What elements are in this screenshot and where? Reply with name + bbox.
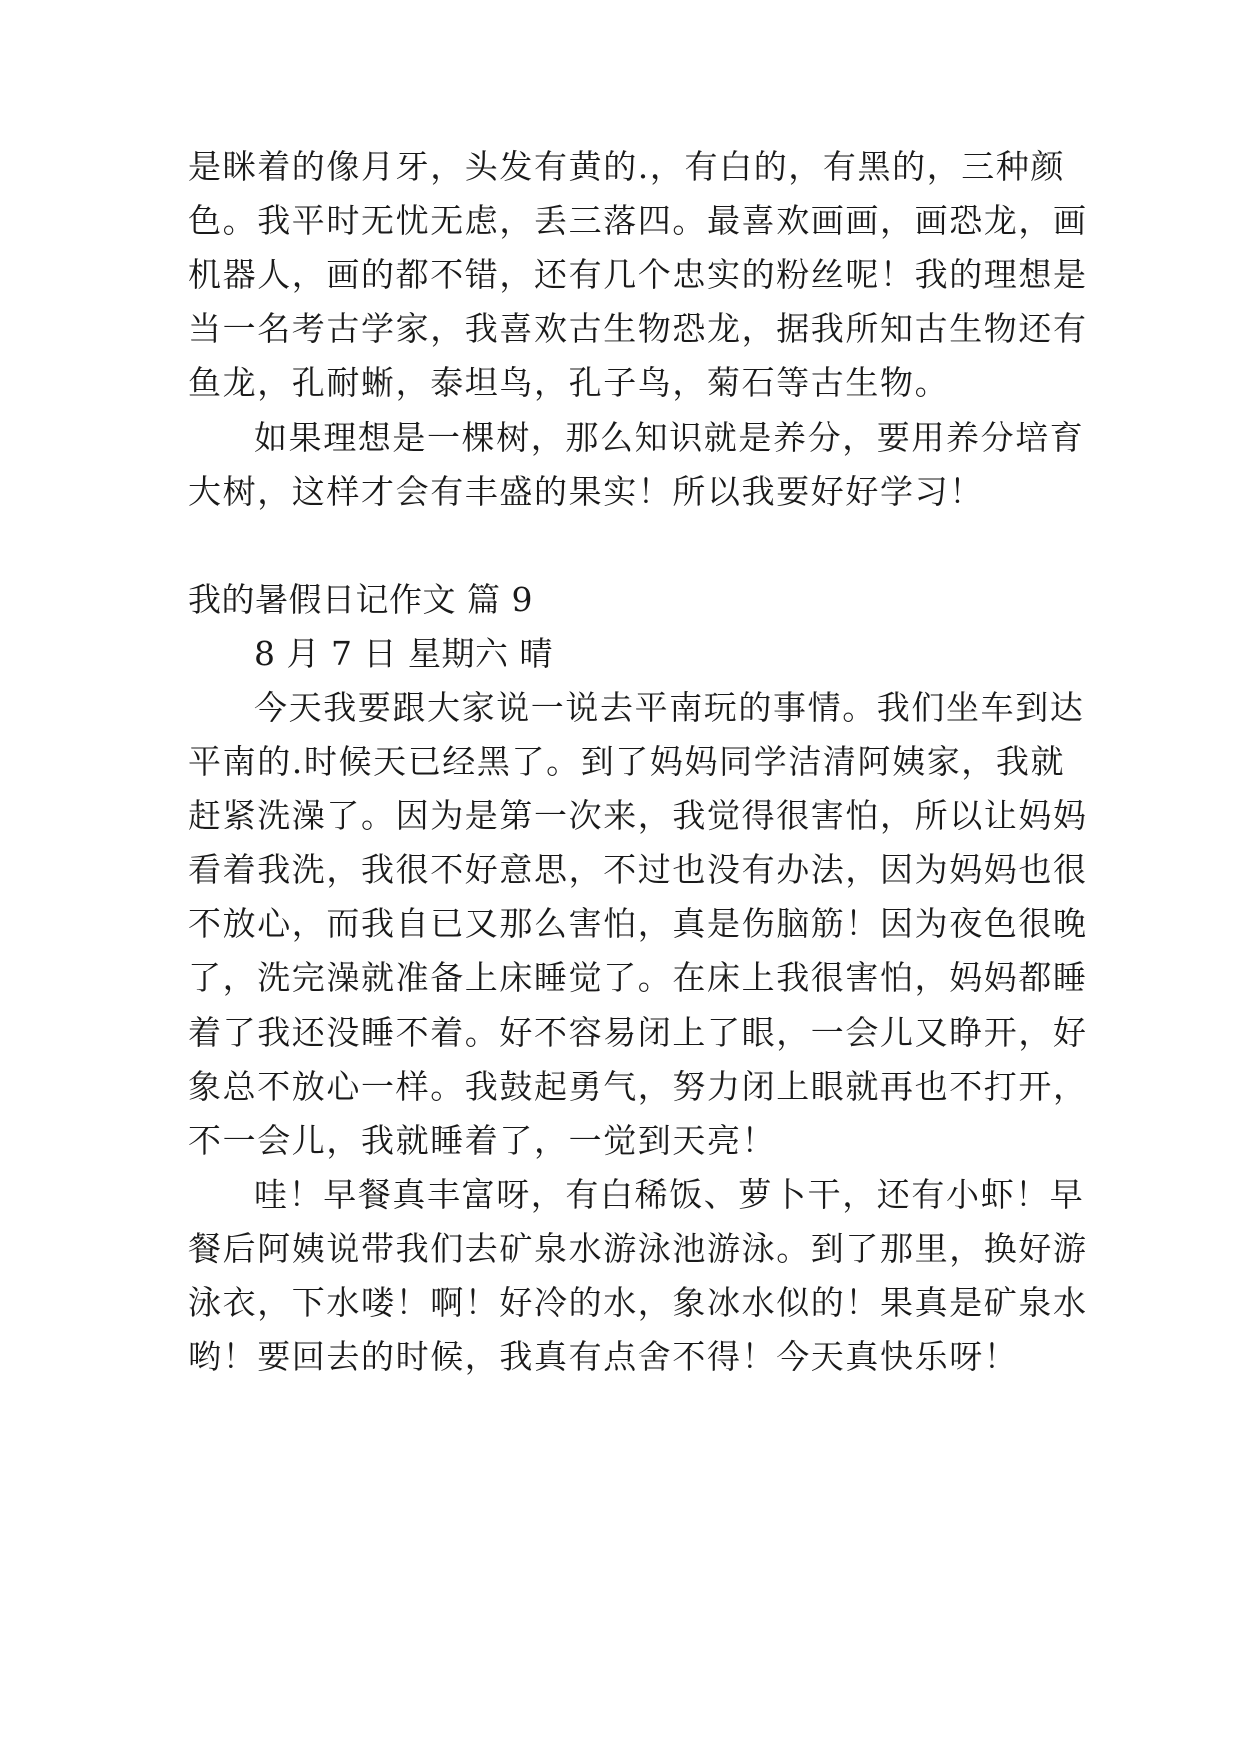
paragraph-1-line-2: 色。我平时无忧无虑，丢三落四。最喜欢画画，画恐龙，画 — [188, 201, 1088, 240]
date-line: 8 月 7 日 星期六 晴 — [254, 634, 553, 673]
paragraph-2-line-2: 大树，这样才会有丰盛的果实！所以我要好好学习！ — [188, 472, 984, 511]
paragraph-1-line-1: 是眯着的像月牙，头发有黄的.，有白的，有黑的，三种颜 — [188, 147, 1066, 186]
paragraph-3-line-1: 今天我要跟大家说一说去平南玩的事情。我们坐车到达 — [254, 688, 1085, 727]
paragraph-4-line-4: 哟！要回去的时候，我真有点舍不得！今天真快乐呀！ — [188, 1337, 1019, 1376]
paragraph-3-line-6: 了，洗完澡就准备上床睡觉了。在床上我很害怕，妈妈都睡 — [188, 958, 1088, 997]
paragraph-1-line-5: 鱼龙，孔耐蜥，泰坦鸟，孔子鸟，菊石等古生物。 — [188, 363, 950, 402]
paragraph-3-line-2: 平南的.时候天已经黑了。到了妈妈同学洁清阿姨家，我就 — [188, 742, 1066, 781]
paragraph-3-line-8: 象总不放心一样。我鼓起勇气，努力闭上眼就再也不打开， — [188, 1067, 1088, 1106]
paragraph-4-line-2: 餐后阿姨说带我们去矿泉水游泳池游泳。到了那里，换好游 — [188, 1229, 1088, 1268]
paragraph-1-line-3: 机器人，画的都不错，还有几个忠实的粉丝呢！我的理想是 — [188, 255, 1088, 294]
paragraph-1-line-4: 当一名考古学家，我喜欢古生物恐龙，据我所知古生物还有 — [188, 309, 1088, 348]
section-heading: 我的暑假日记作文 篇 9 — [188, 580, 533, 619]
paragraph-2-line-1: 如果理想是一棵树，那么知识就是养分，要用养分培育 — [254, 418, 1085, 457]
paragraph-4-line-1: 哇！早餐真丰富呀，有白稀饭、萝卜干，还有小虾！早 — [254, 1175, 1085, 1214]
paragraph-3-line-7: 着了我还没睡不着。好不容易闭上了眼，一会儿又睁开，好 — [188, 1013, 1088, 1052]
paragraph-3-line-3: 赶紧洗澡了。因为是第一次来，我觉得很害怕，所以让妈妈 — [188, 796, 1088, 835]
paragraph-3-line-4: 看着我洗，我很不好意思，不过也没有办法，因为妈妈也很 — [188, 850, 1088, 889]
paragraph-3-line-5: 不放心，而我自已又那么害怕，真是伤脑筋！因为夜色很晚 — [188, 904, 1088, 943]
paragraph-4-line-3: 泳衣，下水喽！啊！好冷的水，象冰水似的！果真是矿泉水 — [188, 1283, 1088, 1322]
paragraph-3-line-9: 不一会儿，我就睡着了，一觉到天亮！ — [188, 1121, 777, 1160]
